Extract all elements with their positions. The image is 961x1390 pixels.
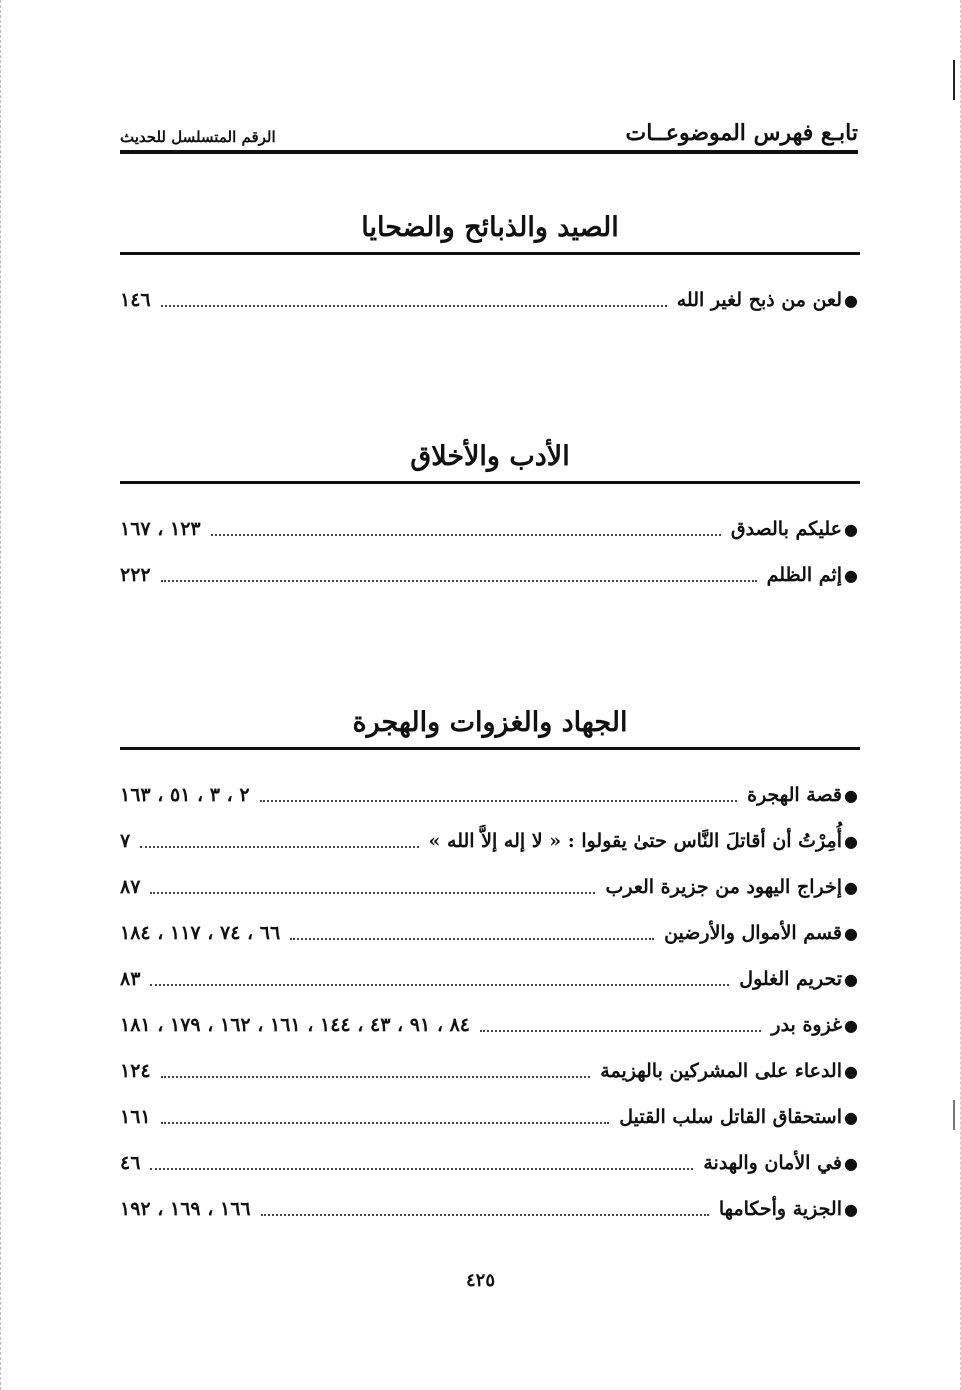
entry-text: قسم الأموال والأرضين	[664, 922, 842, 944]
entry-list	[120, 277, 860, 323]
index-entry	[120, 1140, 860, 1186]
bullet-icon: ●	[844, 290, 858, 310]
section-title: الأدب والأخلاق	[410, 441, 570, 472]
entry-text: في الأمان والهدنة	[703, 1152, 842, 1174]
entry-hadith-numbers: ٦٦ ، ٧٤ ، ١١٧ ، ١٨٤	[120, 922, 281, 944]
running-header	[120, 112, 858, 146]
dot-leader	[150, 984, 729, 986]
bullet-icon: ●	[844, 1153, 858, 1173]
bullet-icon: ●	[844, 877, 858, 897]
section-manners-morals	[120, 437, 860, 598]
bullet-icon: ●	[844, 1061, 858, 1081]
index-entry	[120, 910, 860, 956]
entry-text: تحريم الغلول	[739, 968, 842, 990]
index-entry	[120, 1048, 860, 1094]
entry-hadith-numbers: ٢٢٢	[120, 564, 151, 586]
index-entry	[120, 864, 860, 910]
dot-leader	[150, 892, 595, 894]
entry-text: أُمِرْتُ أن أقاتلَ النَّاس حتىٰ يقولوا : « لا إله إلاَّ الله »	[428, 830, 842, 852]
entry-hadith-numbers: ٨٣	[120, 968, 141, 990]
entry-text: الجزية وأحكامها	[718, 1198, 842, 1220]
scan-mark-top	[953, 60, 955, 100]
dot-leader	[161, 305, 667, 307]
index-entry	[120, 1094, 860, 1140]
entry-text: إثم الظلم	[766, 564, 842, 586]
entry-text: إخراج اليهود من جزيرة العرب	[605, 876, 842, 898]
dot-leader	[161, 1122, 610, 1124]
entry-text: استحقاق القاتل سلب القتيل	[619, 1106, 842, 1128]
entry-text: غزوة بدر	[771, 1014, 842, 1036]
bullet-icon: ●	[844, 785, 858, 805]
index-entry	[120, 1186, 860, 1232]
section-hunting-slaughter	[120, 208, 860, 323]
entry-text: لعن من ذبح لغير الله	[676, 289, 842, 311]
bullet-icon: ●	[844, 519, 858, 539]
entry-text: الدعاء على المشركين بالهزيمة	[600, 1060, 842, 1082]
bullet-icon: ●	[844, 1199, 858, 1219]
entry-hadith-numbers: ٢ ، ٣ ، ٥١ ، ١٦٣	[120, 784, 250, 806]
section-rule	[120, 481, 860, 484]
entry-hadith-numbers: ٨٤ ، ٩١ ، ٤٣ ، ١٤٤ ، ١٦١ ، ١٦٢ ، ١٧٩ ، ١٨١	[120, 1014, 471, 1036]
index-entry	[120, 1002, 860, 1048]
entry-hadith-numbers: ١٤٦	[120, 289, 151, 311]
running-header-subtitle: الرقم المتسلسل للحديث	[120, 128, 276, 146]
entry-hadith-numbers: ١٢٣ ، ١٦٧	[120, 518, 201, 540]
entry-hadith-numbers: ١٦١	[120, 1106, 151, 1128]
entry-hadith-numbers: ٧	[120, 830, 131, 852]
bullet-icon: ●	[844, 1015, 858, 1035]
dot-leader	[150, 1168, 693, 1170]
entry-text: قصة الهجرة	[747, 784, 842, 806]
bullet-icon: ●	[844, 1107, 858, 1127]
page-number: ٤٢٥	[465, 1270, 495, 1291]
entry-hadith-numbers: ١٢٤	[120, 1060, 151, 1082]
section-jihad-battles-hijra	[120, 703, 860, 1232]
index-entry	[120, 818, 860, 864]
index-entry	[120, 956, 860, 1002]
dot-leader	[140, 846, 418, 848]
dot-leader	[211, 534, 721, 536]
entry-hadith-numbers: ٨٧	[120, 876, 141, 898]
index-entry	[120, 277, 860, 323]
section-rule	[120, 747, 860, 750]
running-header-title: تابـع فهرس الموضوعــات	[625, 120, 858, 146]
dot-leader	[260, 800, 738, 802]
entry-list	[120, 506, 860, 598]
dot-leader	[161, 580, 757, 582]
section-rule	[120, 252, 860, 255]
dot-leader	[480, 1030, 761, 1032]
bullet-icon: ●	[844, 923, 858, 943]
entry-hadith-numbers: ٤٦	[120, 1152, 141, 1174]
entry-list	[120, 772, 860, 1232]
section-title: الصيد والذبائح والضحايا	[361, 212, 619, 243]
dot-leader	[261, 1214, 709, 1216]
bullet-icon: ●	[844, 969, 858, 989]
header-rule	[120, 150, 858, 154]
entry-hadith-numbers: ١٦٦ ، ١٦٩ ، ١٩٢	[120, 1198, 251, 1220]
bullet-icon: ●	[844, 565, 858, 585]
scan-mark-bottom	[953, 1100, 955, 1130]
bullet-icon: ●	[844, 831, 858, 851]
entry-text: عليكم بالصدق	[730, 518, 842, 540]
index-entry	[120, 552, 860, 598]
index-entry	[120, 506, 860, 552]
dot-leader	[290, 938, 654, 940]
dot-leader	[161, 1076, 591, 1078]
scan-edge-left	[0, 0, 2, 1390]
index-entry	[120, 772, 860, 818]
section-title: الجهاد والغزوات والهجرة	[352, 707, 628, 738]
